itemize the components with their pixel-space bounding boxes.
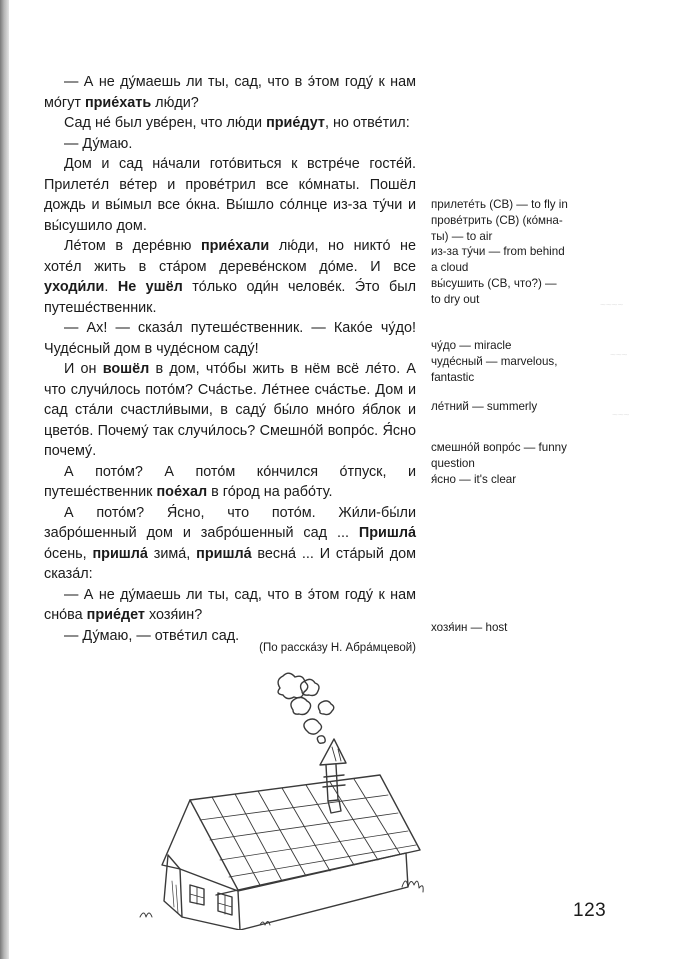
bold-verb: пое́хал (156, 484, 208, 500)
smoke-puffs (278, 673, 334, 743)
bold-verb: вошёл (102, 361, 150, 377)
text-run: Сад не́ был уве́рен, что лю́ди (64, 115, 267, 131)
glossary-line: ты) — to air (431, 229, 493, 243)
bold-verb: Не ушёл (117, 279, 183, 295)
text-run: — Ах! — сказа́л путеше́ственник. — Како́е чу́до! Чуде́сный дом в чуде́сном саду́! (44, 320, 416, 357)
glossary-line: to dry out (431, 292, 480, 306)
glossary-line: a cloud (431, 261, 469, 275)
glossary-line: чу́до — miracle (431, 339, 512, 352)
text-run: то́лько оди́н челове́к. Э́то был путеше́ственник. (44, 279, 416, 316)
text-run: в го́род на рабо́ту. (207, 484, 333, 500)
glossary-line: хозя́ин — host (431, 621, 508, 634)
paragraph (44, 462, 416, 503)
bold-verb: уходи́ли (44, 279, 105, 295)
bold-verb: прие́хать (84, 94, 152, 111)
text-run: А пото́м? А пото́м ко́нчился о́тпуск, и путеше́ственник (44, 463, 416, 500)
text-run: — А не ду́маешь ли ты, сад, что в э́том году́ к нам сно́ва (44, 586, 416, 623)
glossary-block (431, 620, 671, 636)
text-run: , но отве́тил: (324, 115, 410, 131)
text-run: зима́, (147, 545, 197, 562)
glossary-line: из-за ту́чи — from behind (431, 245, 565, 259)
text-run: — Ду́маю, — отве́тил сад. (64, 627, 240, 644)
book-spine-shadow (0, 0, 9, 959)
show-through-text: ~~~~ (600, 300, 624, 311)
house-sketch-illustration (120, 655, 430, 930)
glossary-block (431, 338, 671, 385)
show-through-text: ~~~ (610, 350, 628, 361)
paragraph (44, 134, 416, 155)
page-number: 123 (573, 900, 607, 921)
glossary-line: смешно́й вопро́с — funny (431, 441, 567, 454)
text-run: Ле́том в дере́вню (64, 238, 201, 254)
paragraph (44, 113, 416, 134)
text-run: хозя́ин? (144, 607, 203, 623)
text-run: лю́ди? (151, 94, 199, 111)
grass-tufts (140, 881, 423, 925)
text-run: . (104, 279, 118, 295)
text-run: Дом и сад на́чали гото́виться к встре́че госте́й. Прилете́л ве́тер и прове́трил все ко́мнаты. Пошёл дождь и вы́мыл все о́кна. Вы́шло со́лнце из-за ту́чи и вы́сушило дом. (44, 156, 416, 234)
glossary-line: ле́тний — summerly (431, 400, 538, 413)
paragraph (44, 585, 416, 626)
glossary-line: чуде́сный — marvelous, (431, 354, 558, 368)
bold-verb: прие́дет (86, 607, 145, 623)
text-run: А пото́м? Я́сно, что пото́м. Жи́ли-бы́ли забро́шенный дом и забро́шенный сад ... (44, 504, 416, 541)
glossary-block (431, 440, 671, 487)
show-through-text: ~~~ (612, 410, 630, 421)
paragraph (44, 72, 416, 113)
glossary-line: вы́сушить (СВ, что?) — (431, 276, 557, 290)
glossary-block (431, 399, 671, 415)
text-run: — А не ду́маешь ли ты, сад, что в э́том году́ к нам мо́гут (44, 74, 416, 111)
house-walls (164, 853, 408, 930)
text-run: И он (64, 361, 103, 377)
bold-verb: пришла́ (196, 545, 252, 562)
glossary-line: я́сно — it's clear (431, 472, 517, 486)
text-run: — Ду́маю. (64, 135, 133, 152)
text-run: в дом, что́бы жить в нём всё ле́то. А что случи́лось пото́м? Сча́стье. Ле́тнее сча́стье. Дом и сад ста́ли счастли́выми, в саду́ бы́ло мно́го я́блок и цвето́в. Почему́ так случи́лось? Смешно́й вопро́с. Я́сно почему́. (44, 361, 416, 459)
text-run: о́сень, (44, 545, 93, 562)
glossary-line: question (431, 456, 475, 470)
paragraph (44, 154, 416, 236)
glossary-block (431, 197, 671, 308)
text-run: лю́ди, но никто́ не хоте́л жить в ста́ром дереве́нском до́ме. И все (44, 238, 416, 275)
glossary-line: прове́трить (СВ) (ко́мна- (431, 213, 563, 227)
story-text (44, 72, 416, 646)
paragraph (44, 503, 416, 585)
bold-verb: пришла́ (92, 545, 148, 562)
glossary-line: fantastic (431, 370, 475, 384)
bold-verb: прие́дут (266, 115, 325, 131)
story-source: (По расска́зу Н. Абра́мцевой) (259, 642, 416, 654)
bold-verb: Пришла́ (358, 525, 416, 541)
paragraph (44, 236, 416, 318)
paragraph (44, 318, 416, 359)
bold-verb: прие́хали (200, 238, 270, 254)
paragraph (44, 359, 416, 462)
glossary-line: прилете́ть (СВ) — to fly in (431, 198, 568, 211)
text-run: весна́ ... И ста́рый дом сказа́л: (44, 545, 416, 582)
